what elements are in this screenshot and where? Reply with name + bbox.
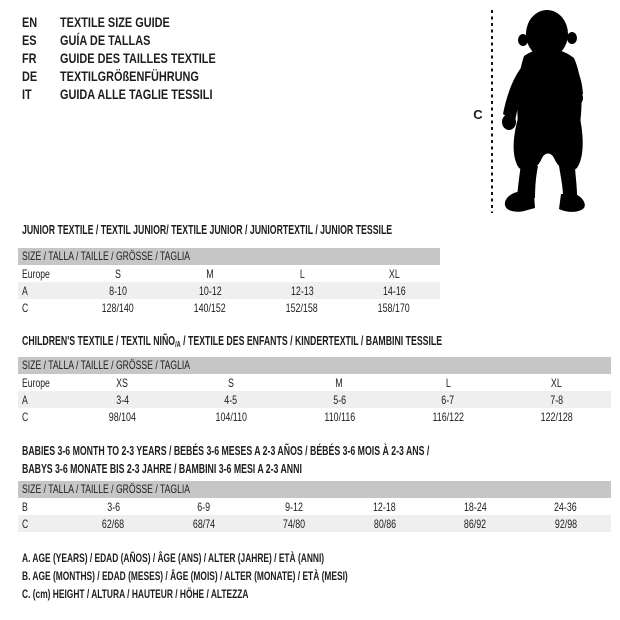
row-label-text: C — [22, 516, 29, 531]
row-label — [18, 376, 68, 390]
babies-size-table — [18, 481, 611, 532]
table-header-text: SIZE / TALLA / TAILLE / GRÖSSE / TAGLIA — [22, 358, 191, 372]
cell-text: 8-10 — [109, 283, 127, 298]
row-label-text: A — [22, 283, 28, 298]
cell-text: 122/128 — [540, 409, 573, 424]
language-row-en — [22, 13, 260, 31]
cell-text: 4-5 — [224, 392, 238, 407]
language-row-es — [22, 31, 260, 49]
height-measure-label: C — [473, 107, 483, 122]
section-title-line1: BABIES 3-6 MONTH TO 2-3 YEARS / BEBÉS 3-6 MESES A 2-3 AÑOS / BÉBÉS 3-6 MOIS À 2-3 ANS / — [22, 444, 430, 458]
table-row-months — [18, 498, 611, 515]
language-code-text: IT — [22, 86, 32, 102]
row-label-text: B — [22, 499, 28, 514]
title-subscript: /A — [175, 340, 181, 349]
cell-text: S — [115, 266, 121, 281]
table-cell — [502, 410, 611, 424]
table-cell — [394, 393, 503, 407]
row-label — [18, 267, 72, 281]
table-header-text: SIZE / TALLA / TAILLE / GRÖSSE / TAGLIA — [22, 482, 191, 496]
row-label — [18, 517, 68, 531]
section-title-babies — [22, 442, 604, 478]
language-code — [22, 50, 60, 66]
table-cell — [348, 301, 440, 315]
cell-text: L — [445, 375, 451, 390]
table-cell — [256, 284, 348, 298]
table-cell — [430, 500, 521, 514]
height-measure-dotted-line — [491, 10, 493, 213]
table-cell — [177, 410, 286, 424]
table-cell — [164, 267, 256, 281]
table-row-height — [18, 515, 611, 532]
row-label — [18, 393, 68, 407]
table-cell — [256, 267, 348, 281]
cell-text: 12-18 — [373, 499, 397, 514]
table-cell — [348, 284, 440, 298]
junior-size-table — [18, 248, 440, 316]
table-cell — [249, 500, 340, 514]
cell-text: 98/104 — [108, 409, 136, 424]
row-label — [18, 301, 72, 315]
language-row-fr — [22, 49, 260, 67]
cell-text: 9-12 — [285, 499, 304, 514]
cell-text: S — [227, 375, 234, 390]
cell-text: 92/98 — [554, 516, 577, 531]
table-cell — [72, 284, 164, 298]
section-title-text: JUNIOR TEXTILE / TEXTIL JUNIOR/ TEXTILE JUNIOR / JUNIORTEXTIL / JUNIOR TESSILE — [22, 223, 393, 237]
toddler-silhouette-icon — [497, 6, 615, 216]
table-cell — [68, 393, 177, 407]
language-label: GUIDA ALLE TAGLIE TESSILI — [60, 86, 213, 102]
table-cell — [348, 267, 440, 281]
table-cell — [521, 500, 612, 514]
table-cell — [502, 393, 611, 407]
row-label-text: C — [22, 409, 29, 424]
table-cell — [285, 393, 394, 407]
table-cell — [285, 376, 394, 390]
table-header-band — [18, 248, 440, 265]
cell-text: 86/92 — [464, 516, 487, 531]
language-label: TEXTILE SIZE GUIDE — [60, 14, 170, 30]
cell-text: 3-6 — [106, 499, 120, 514]
cell-text: 6-9 — [197, 499, 211, 514]
cell-text: 3-4 — [115, 392, 129, 407]
cell-text: 80/86 — [373, 516, 396, 531]
cell-text: 5-6 — [333, 392, 346, 407]
table-cell — [430, 517, 521, 531]
cell-text: 116/122 — [432, 409, 464, 424]
row-label — [18, 500, 68, 514]
footnote-text: A. AGE (YEARS) / EDAD (AÑOS) / ÂGE (ANS) / ALTER (JAHRE) / ETÀ (ANNI) — [22, 551, 325, 565]
cell-text: L — [299, 266, 305, 281]
language-code-text: EN — [22, 14, 38, 30]
footnote-b — [22, 567, 487, 585]
table-cell — [285, 410, 394, 424]
table-cell — [521, 517, 612, 531]
cell-text: 158/170 — [377, 300, 411, 315]
language-code-text: DE — [22, 68, 38, 84]
section-title-text — [22, 332, 442, 354]
row-label-text: Europe — [22, 266, 50, 281]
table-row-height — [18, 408, 611, 425]
cell-text: 74/80 — [283, 516, 306, 531]
table-cell — [256, 301, 348, 315]
table-row-europe — [18, 265, 440, 282]
language-code-text: FR — [22, 50, 37, 66]
table-cell — [177, 393, 286, 407]
language-label: GUIDE DES TAILLES TEXTILE — [60, 50, 216, 66]
cell-text: 104/110 — [215, 409, 247, 424]
cell-text: M — [206, 266, 214, 281]
table-cell — [68, 376, 177, 390]
language-code — [22, 14, 60, 30]
cell-text: 14-16 — [382, 283, 406, 298]
table-row-age — [18, 391, 611, 408]
row-label — [18, 284, 72, 298]
table-row-age — [18, 282, 440, 299]
cell-text: 18-24 — [463, 499, 487, 514]
table-cell — [159, 500, 250, 514]
table-cell — [68, 517, 159, 531]
table-row-height — [18, 299, 440, 316]
cell-text: 68/74 — [192, 516, 215, 531]
row-label-text: C — [22, 300, 29, 315]
cell-text: XS — [116, 375, 129, 390]
table-cell — [177, 376, 286, 390]
table-cell — [159, 517, 250, 531]
language-row-de — [22, 67, 260, 85]
language-row-it — [22, 85, 260, 103]
cell-text: 110/116 — [324, 409, 355, 424]
language-code — [22, 32, 60, 48]
table-cell — [502, 376, 611, 390]
table-cell — [68, 500, 159, 514]
table-cell — [394, 376, 503, 390]
table-cell — [68, 410, 177, 424]
section-title-children — [22, 332, 620, 354]
table-header-band — [18, 481, 611, 498]
cell-text: 12-13 — [290, 283, 314, 298]
table-cell — [72, 267, 164, 281]
language-code — [22, 86, 60, 102]
row-label-text: A — [22, 392, 28, 407]
footnote-text: B. AGE (MONTHS) / EDAD (MESES) / ÂGE (MOIS) / ALTER (MONATE) / ETÀ (MESI) — [22, 569, 348, 583]
cell-text: 6-7 — [441, 392, 455, 407]
section-title-junior — [22, 221, 551, 239]
table-header-band — [18, 357, 611, 374]
table-cell — [164, 301, 256, 315]
table-cell — [164, 284, 256, 298]
section-title-line2: BABYS 3-6 MONATE BIS 2-3 JAHRE / BAMBINI 3-6 MESI A 2-3 ANNI — [22, 462, 302, 476]
row-label — [18, 410, 68, 424]
cell-text: 140/152 — [193, 300, 227, 315]
cell-text: 62/68 — [102, 516, 125, 531]
cell-text: 7-8 — [550, 392, 564, 407]
cell-text: 152/158 — [285, 300, 319, 315]
footnote-a — [22, 549, 487, 567]
language-list — [22, 13, 260, 103]
children-size-table — [18, 357, 611, 425]
table-cell — [72, 301, 164, 315]
title-pre: CHILDREN'S TEXTILE / TEXTIL NIÑO — [22, 334, 176, 348]
cell-text: 24-36 — [554, 499, 578, 514]
cell-text: XL — [388, 266, 400, 281]
footnote-c — [22, 585, 487, 603]
language-label: TEXTILGRÖßENFÜHRUNG — [60, 68, 199, 84]
table-cell — [394, 410, 503, 424]
row-label-text: Europe — [22, 375, 50, 390]
cell-text: 10-12 — [198, 283, 222, 298]
language-label: GUÍA DE TALLAS — [60, 32, 151, 48]
table-cell — [249, 517, 340, 531]
language-code — [22, 68, 60, 84]
cell-text: XL — [551, 375, 563, 390]
table-cell — [340, 500, 431, 514]
title-post: / TEXTILE DES ENFANTS / KINDERTEXTIL / BAMBINI TESSILE — [180, 334, 443, 348]
table-row-europe — [18, 374, 611, 391]
footnote-text: C. (cm) HEIGHT / ALTURA / HAUTEUR / HÖHE / ALTEZZA — [22, 587, 249, 601]
cell-text: M — [335, 375, 344, 390]
table-cell — [340, 517, 431, 531]
table-header-text: SIZE / TALLA / TAILLE / GRÖSSE / TAGLIA — [22, 249, 191, 263]
cell-text: 128/140 — [101, 300, 135, 315]
language-code-text: ES — [22, 32, 37, 48]
footnotes — [22, 549, 487, 603]
